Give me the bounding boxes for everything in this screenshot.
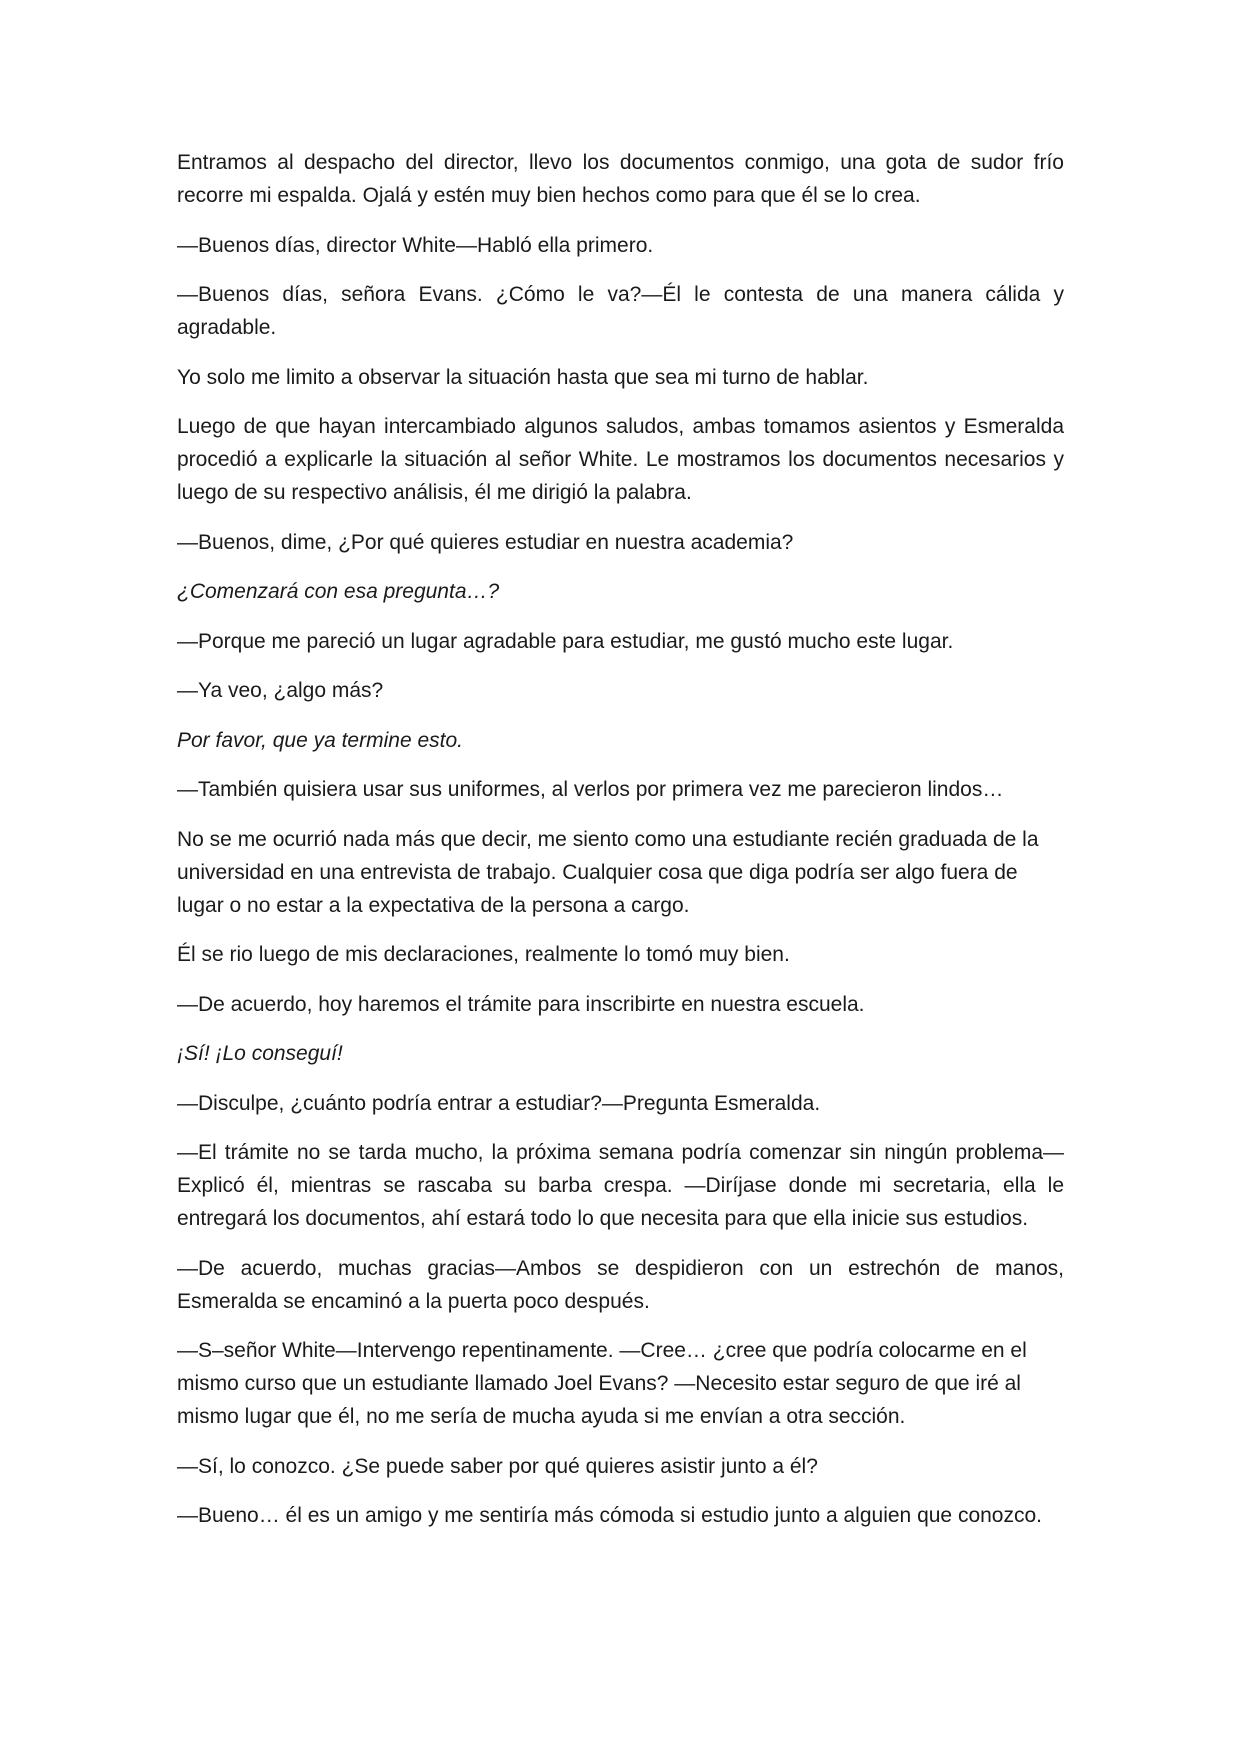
paragraph-3: —Buenos días, señora Evans. ¿Cómo le va?—Él le contesta de una manera cálida y agradable. [177, 283, 1064, 339]
paragraph-2: —Buenos días, director White—Habló ella primero. [177, 233, 654, 257]
paragraph-12: No se me ocurrió nada más que decir, me siento como una estudiante recién graduada de la universidad en una entrevista de trabajo. Cualquier cosa que diga podría ser algo fuera de lugar o no estar a la expectativa de la persona a cargo. [177, 827, 1039, 917]
paragraph-5: Luego de que hayan intercambiado algunos saludos, ambas tomamos asientos y Esmeralda procedió a explicarle la situación al señor White. Le mostramos los documentos necesarios y luego de su respectivo análisis, él me dirigió la palabra. [177, 415, 1064, 504]
paragraph-1: Entramos al despacho del director, llevo los documentos conmigo, una gota de sudor frío recorre mi espalda. Ojalá y estén muy bien hechos como para que él se lo crea. [177, 151, 1064, 207]
paragraph-14: —De acuerdo, hoy haremos el trámite para inscribirte en nuestra escuela. [177, 992, 865, 1016]
paragraph-9: —Ya veo, ¿algo más? [177, 679, 384, 702]
paragraph-7-thought: ¿Comenzará con esa pregunta…? [177, 580, 500, 603]
paragraph-8: —Porque me pareció un lugar agradable para estudiar, me gustó mucho este lugar. [177, 629, 954, 653]
paragraph-6: —Buenos, dime, ¿Por qué quieres estudiar en nuestra academia? [177, 530, 794, 554]
paragraph-19: —S–señor White—Intervengo repentinamente. —Cree… ¿cree que podría colocarme en el mismo curso que un estudiante llamado Joel Evans? —Necesito estar seguro de que iré al mismo lugar que él, no me sería de mucha ayuda si me envían a otra sección. [177, 1339, 1027, 1428]
paragraph-10-thought: Por favor, que ya termine esto. [177, 728, 463, 752]
paragraph-17: —El trámite no se tarda mucho, la próxima semana podría comenzar sin ningún problema—Explicó él, mientras se rascaba su barba crespa. —Diríjase donde mi secretaria, ella le entregará los documentos, ahí estará todo lo que necesita para que ella inicie sus estudios. [177, 1141, 1064, 1230]
document-body [177, 146, 1064, 1549]
paragraph-13: Él se rio luego de mis declaraciones, realmente lo tomó muy bien. [177, 943, 790, 966]
paragraph-4: Yo solo me limito a observar la situación hasta que sea mi turno de hablar. [177, 365, 869, 389]
paragraph-20: —Sí, lo conozco. ¿Se puede saber por qué quieres asistir junto a él? [177, 1454, 818, 1478]
paragraph-15-thought: ¡Sí! ¡Lo conseguí! [177, 1042, 343, 1065]
paragraph-18: —De acuerdo, muchas gracias—Ambos se despidieron con un estrechón de manos, Esmeralda se encaminó a la puerta poco después. [177, 1256, 1064, 1313]
paragraph-11: —También quisiera usar sus uniformes, al verlos por primera vez me parecieron lindos… [177, 778, 1004, 801]
paragraph-16: —Disculpe, ¿cuánto podría entrar a estudiar?—Pregunta Esmeralda. [177, 1091, 821, 1115]
paragraph-21: —Bueno… él es un amigo y me sentiría más cómoda si estudio junto a alguien que conozco. [177, 1504, 1042, 1527]
